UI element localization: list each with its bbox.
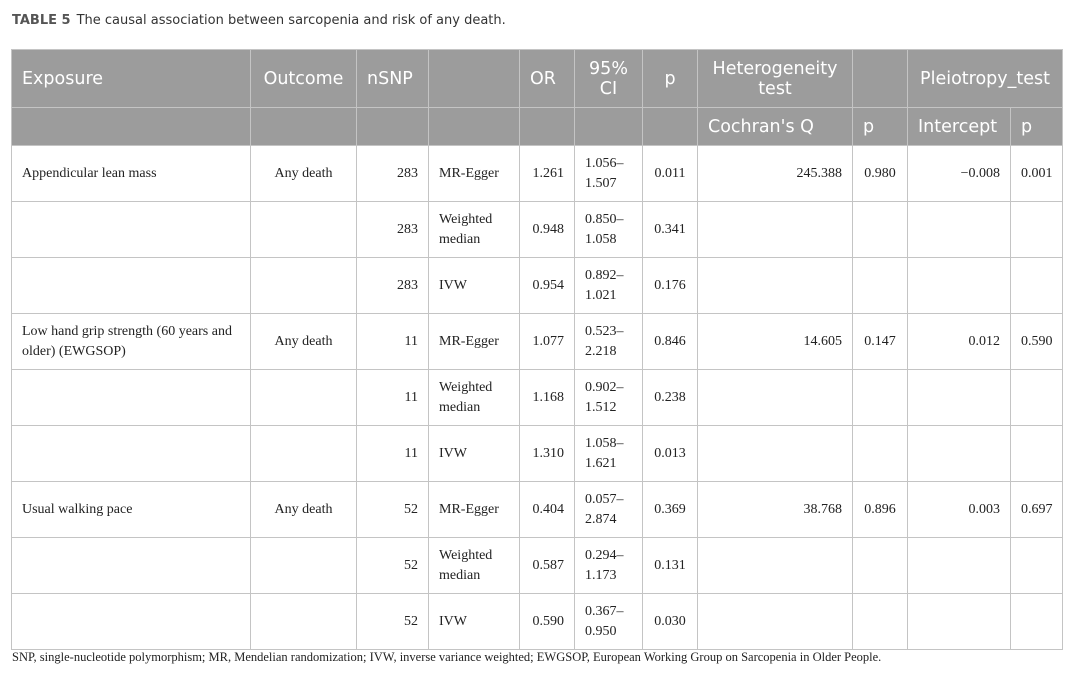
cell-nsnp: 52 (357, 538, 429, 594)
table-row (12, 370, 1063, 426)
cell-p: 0.131 (643, 538, 698, 594)
cell-p: 0.238 (643, 370, 698, 426)
cell-pleio-p: 0.001 (1011, 146, 1063, 202)
cell-method: MR-Egger (429, 146, 520, 202)
cell-het-p (853, 538, 908, 594)
table-footnote: SNP, single-nucleotide polymorphism; MR, Mendelian randomization; IVW, inverse variance weighted; EWGSOP, European Working Group on Sarcopenia in Older People. (12, 650, 882, 664)
cell-exposure (12, 538, 251, 594)
col-intercept: Intercept (908, 108, 1011, 146)
cell-ci: 0.294–1.173 (575, 538, 643, 594)
cell-method: MR-Egger (429, 482, 520, 538)
cell-cochran-q: 245.388 (698, 146, 853, 202)
cell-intercept (908, 594, 1011, 650)
cell-ci: 0.902–1.512 (575, 370, 643, 426)
table-row (12, 202, 1063, 258)
col-pleiotropy: Pleiotropy_test (908, 50, 1063, 108)
cell-method: IVW (429, 426, 520, 482)
col-het-p: p (853, 108, 908, 146)
cell-or: 0.587 (520, 538, 575, 594)
cell-het-p: 0.147 (853, 314, 908, 370)
cell-intercept: −0.008 (908, 146, 1011, 202)
cell-or: 1.310 (520, 426, 575, 482)
table-row (12, 258, 1063, 314)
col-heterogeneity-spacer (853, 50, 908, 108)
cell-exposure (12, 594, 251, 650)
table-label: TABLE 5 (12, 13, 71, 28)
cell-p: 0.341 (643, 202, 698, 258)
col-ci: 95% CI (575, 50, 643, 108)
cell-cochran-q: 38.768 (698, 482, 853, 538)
cell-p: 0.176 (643, 258, 698, 314)
cell-outcome: Any death (251, 482, 357, 538)
sub-spacer (251, 108, 357, 146)
cell-outcome (251, 202, 357, 258)
table-row (12, 482, 1063, 538)
table-row (12, 314, 1063, 370)
cell-pleio-p (1011, 370, 1063, 426)
cell-pleio-p (1011, 594, 1063, 650)
cell-p: 0.011 (643, 146, 698, 202)
cell-pleio-p (1011, 258, 1063, 314)
cell-ci: 0.892–1.021 (575, 258, 643, 314)
table-body (12, 146, 1063, 650)
cell-het-p: 0.896 (853, 482, 908, 538)
col-method (429, 50, 520, 108)
col-heterogeneity: Heterogeneity test (698, 50, 853, 108)
col-outcome: Outcome (251, 50, 357, 108)
col-p: p (643, 50, 698, 108)
cell-nsnp: 11 (357, 370, 429, 426)
sub-spacer (12, 108, 251, 146)
cell-het-p (853, 594, 908, 650)
cell-nsnp: 52 (357, 594, 429, 650)
cell-method: Weighted median (429, 538, 520, 594)
cell-ci: 0.850–1.058 (575, 202, 643, 258)
sub-spacer (429, 108, 520, 146)
cell-method: IVW (429, 258, 520, 314)
cell-outcome: Any death (251, 314, 357, 370)
cell-cochran-q: 14.605 (698, 314, 853, 370)
cell-p: 0.846 (643, 314, 698, 370)
table-row (12, 538, 1063, 594)
cell-exposure (12, 202, 251, 258)
cell-ci: 1.058–1.621 (575, 426, 643, 482)
cell-ci: 0.367–0.950 (575, 594, 643, 650)
cell-intercept: 0.003 (908, 482, 1011, 538)
cell-nsnp: 11 (357, 314, 429, 370)
cell-outcome (251, 426, 357, 482)
cell-intercept (908, 370, 1011, 426)
cell-outcome (251, 370, 357, 426)
cell-or: 0.404 (520, 482, 575, 538)
header-row-secondary (12, 108, 1063, 146)
cell-or: 1.261 (520, 146, 575, 202)
cell-exposure: Low hand grip strength (60 years and older) (EWGSOP) (12, 314, 251, 370)
cell-exposure (12, 370, 251, 426)
cell-outcome (251, 538, 357, 594)
cell-cochran-q (698, 538, 853, 594)
cell-cochran-q (698, 202, 853, 258)
cell-p: 0.030 (643, 594, 698, 650)
cell-pleio-p: 0.697 (1011, 482, 1063, 538)
cell-or: 0.590 (520, 594, 575, 650)
cell-method: Weighted median (429, 370, 520, 426)
sub-spacer (575, 108, 643, 146)
cell-method: MR-Egger (429, 314, 520, 370)
cell-intercept (908, 426, 1011, 482)
table-row (12, 146, 1063, 202)
cell-p: 0.369 (643, 482, 698, 538)
cell-het-p: 0.980 (853, 146, 908, 202)
table-title: The causal association between sarcopenia and risk of any death. (76, 13, 506, 28)
cell-intercept (908, 202, 1011, 258)
cell-het-p (853, 202, 908, 258)
col-pleio-p: p (1011, 108, 1063, 146)
cell-or: 0.948 (520, 202, 575, 258)
cell-cochran-q (698, 426, 853, 482)
cell-or: 0.954 (520, 258, 575, 314)
cell-p: 0.013 (643, 426, 698, 482)
cell-pleio-p (1011, 538, 1063, 594)
cell-intercept: 0.012 (908, 314, 1011, 370)
table-caption (12, 13, 506, 28)
cell-or: 1.077 (520, 314, 575, 370)
sub-spacer (643, 108, 698, 146)
cell-ci: 0.523–2.218 (575, 314, 643, 370)
cell-nsnp: 11 (357, 426, 429, 482)
cell-or: 1.168 (520, 370, 575, 426)
cell-outcome (251, 258, 357, 314)
cell-outcome: Any death (251, 146, 357, 202)
cell-exposure: Usual walking pace (12, 482, 251, 538)
cell-method: IVW (429, 594, 520, 650)
cell-exposure (12, 258, 251, 314)
cell-cochran-q (698, 594, 853, 650)
col-cochran-q: Cochran's Q (698, 108, 853, 146)
cell-intercept (908, 538, 1011, 594)
cell-cochran-q (698, 370, 853, 426)
cell-intercept (908, 258, 1011, 314)
cell-exposure (12, 426, 251, 482)
cell-pleio-p: 0.590 (1011, 314, 1063, 370)
cell-het-p (853, 426, 908, 482)
header-row-primary (12, 50, 1063, 108)
table-row (12, 426, 1063, 482)
cell-pleio-p (1011, 202, 1063, 258)
cell-pleio-p (1011, 426, 1063, 482)
cell-nsnp: 52 (357, 482, 429, 538)
cell-het-p (853, 370, 908, 426)
results-table (11, 49, 1063, 650)
cell-outcome (251, 594, 357, 650)
cell-ci: 0.057–2.874 (575, 482, 643, 538)
cell-nsnp: 283 (357, 202, 429, 258)
col-nsnp: nSNP (357, 50, 429, 108)
cell-method: Weighted median (429, 202, 520, 258)
col-or: OR (520, 50, 575, 108)
sub-spacer (520, 108, 575, 146)
cell-het-p (853, 258, 908, 314)
table-row (12, 594, 1063, 650)
cell-nsnp: 283 (357, 146, 429, 202)
sub-spacer (357, 108, 429, 146)
cell-nsnp: 283 (357, 258, 429, 314)
col-exposure: Exposure (12, 50, 251, 108)
cell-cochran-q (698, 258, 853, 314)
cell-ci: 1.056–1.507 (575, 146, 643, 202)
cell-exposure: Appendicular lean mass (12, 146, 251, 202)
